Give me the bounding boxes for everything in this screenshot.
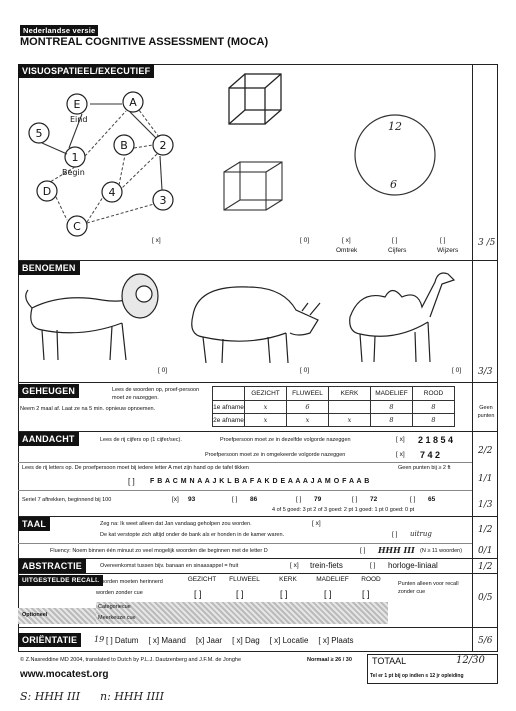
digits-instruction: Lees de rij cijfers op (1 cijfer/sec).: [100, 437, 182, 443]
recall-mark-3: [ ]: [280, 589, 288, 599]
trail-node-a: A: [129, 96, 137, 109]
serial-value-3: 79: [314, 496, 322, 503]
repetition-sentence-1: Zeg na: Ik weet alleen dat Jan vandaag geholpen zou worden.: [100, 521, 252, 527]
section-language: TAAL: [18, 517, 50, 531]
serial-value-5: 65: [428, 496, 436, 503]
camel-picture: [330, 262, 465, 367]
serial-top-line: [18, 490, 472, 491]
digits-forward-instruction: Proefpersoon moet ze in dezelfde volgorde nazeggen: [220, 437, 351, 443]
trail-node-1: 1: [71, 151, 79, 164]
memory-word-3: KERK: [329, 387, 371, 401]
serial-mark-2: [ ]: [232, 496, 238, 503]
section-visuo: VISUOSPATIEEL/EXECUTIEF: [18, 64, 154, 78]
section-attention: AANDACHT: [18, 432, 79, 446]
abstraction-score: 1/2: [478, 562, 493, 572]
clock-mark-contour: [ x]: [342, 237, 351, 244]
naming-mark-lion: [ 0]: [158, 367, 168, 374]
memory-word-2: FLUWEEL: [287, 387, 329, 401]
recall-word-1: GEZICHT: [187, 576, 217, 583]
memory-cell: 8: [413, 401, 455, 414]
memory-row-label-2: 2e afname: [213, 414, 245, 427]
section-memory: GEHEUGEN: [18, 384, 79, 398]
recall-mark-1: [ ]: [194, 589, 202, 599]
score-column-divider: [472, 64, 473, 652]
repetition-handwriting: uitrug: [410, 530, 432, 538]
fluency-instruction: Fluency: Noem binnen één minuut zo veel mogelijk woorden die beginnen met de letter D: [50, 548, 268, 554]
orientation-item-place: [ x] Plaats: [318, 636, 354, 645]
lion-picture: [22, 268, 162, 366]
letters-note: Geen punten bij ≥ 2 ft: [398, 465, 451, 471]
recall-mark-5: [ ]: [362, 589, 370, 599]
trail-making: [22, 80, 197, 245]
page-title: MONTREAL COGNITIVE ASSESSMENT (MOCA): [20, 36, 269, 48]
orientation-item-year: [x] Jaar: [195, 636, 223, 645]
handwritten-tally-s: S: HHH III: [20, 690, 81, 703]
orientation-score: 5/6: [478, 636, 493, 646]
digits-backward-values: 7 4 2: [420, 450, 441, 460]
recall-word-5: ROOD: [361, 576, 381, 583]
trail-node-2: 2: [159, 139, 167, 152]
clock-number-12: 12: [388, 120, 402, 133]
repetition-score: 1/2: [478, 525, 493, 535]
letters-sequence: F B A C M N A A J K L B A F A K D E A A A J A M O F A A B: [150, 478, 370, 485]
trail-node-e: E: [73, 98, 81, 111]
repetition-sentence-2: De kat verstopte zich altijd onder de bank als er honden in de kamer waren.: [100, 532, 285, 538]
fluency-tally: HHH III: [378, 545, 415, 555]
trail-begin-label: Begin: [62, 168, 85, 177]
trail-node-c: C: [73, 220, 81, 233]
cube-drawing: [220, 158, 290, 218]
letters-top-line: [18, 462, 472, 463]
memory-cell: 8: [371, 401, 413, 414]
memory-row-label-1: 1e afname: [213, 401, 245, 414]
memory-cell: x: [245, 401, 287, 414]
letters-mark: [ ]: [128, 477, 135, 486]
section-abstraction: ABSTRACTIE: [18, 559, 86, 573]
clock-drawing: [350, 110, 440, 200]
orientation-top-line: [18, 627, 498, 628]
memory-cell: x: [245, 414, 287, 427]
education-note: Tel er 1 pt bij op indien ≤ 12 jr opleiding: [370, 673, 464, 679]
language-top-line: [18, 516, 498, 517]
serial-value-2: 86: [250, 496, 258, 503]
normal-range: Normaal ≥ 26 / 30: [307, 657, 352, 663]
serial-mark-4: [ ]: [352, 496, 358, 503]
abstraction-item-1: trein-fiets: [310, 561, 343, 570]
recall-mark-2: [ ]: [236, 589, 244, 599]
memory-cell: 8: [413, 414, 455, 427]
memory-cell: x: [287, 414, 329, 427]
orientation-item-location: [ x] Locatie: [269, 636, 309, 645]
digits-forward-values: 2 1 8 5 4: [418, 435, 454, 445]
serial-note: 4 of 5 goed: 3 pt 2 of 3 goed: 2 pt 1 goed: 1 pt 0 goed: 0 pt: [272, 507, 415, 513]
fluency-score: 0/1: [478, 546, 493, 556]
credit-line: © Z.Nasreddine MD 2004, translated to Dutch by P.L.J. Dautzenberg and J.F.M. de Jonghe: [20, 657, 242, 663]
digits-score: 2/2: [478, 446, 493, 456]
repetition-mark-2: [ ]: [392, 531, 398, 538]
recall-optional-label: Optioneel: [22, 612, 48, 618]
recall-score: 0/5: [478, 593, 493, 603]
abstraction-top-line: [18, 558, 498, 559]
recall-category-cue: Categoriecue: [98, 604, 131, 610]
recall-word-3: KERK: [279, 576, 297, 583]
digits-forward-mark: [ x]: [396, 436, 405, 443]
fluency-top-line: [18, 543, 472, 544]
serial-instruction: Seriel 7 aftrekken, beginnend bij 100: [22, 497, 112, 503]
trail-eind-label: Eind: [70, 115, 88, 124]
serial-score: 1/3: [478, 500, 493, 510]
cube-model: [225, 70, 285, 130]
memory-instruction-1: Lees de woorden op, proef-persoon moet ze nazeggen.: [112, 387, 200, 401]
memory-cell: [329, 401, 371, 414]
fluency-mark: [ ]: [360, 547, 366, 554]
letters-score: 1/1: [478, 474, 493, 484]
website-link[interactable]: www.mocatest.org: [20, 669, 109, 680]
memory-instruction-2: Neem 2 maal af. Laat ze na 5 min. opnieuw opnoemen.: [20, 406, 156, 412]
handwritten-tally-n: n: HHH IIII: [100, 690, 164, 703]
trail-node-b: B: [120, 139, 128, 152]
orientation-prefix: 19: [94, 635, 105, 644]
memory-no-points: Geen punten: [477, 405, 495, 419]
orientation-item-date: [ ] Datum: [106, 636, 139, 645]
fluency-note: (N ≥ 11 woorden): [420, 548, 463, 554]
serial-mark-1: [x]: [172, 496, 179, 503]
abstraction-item-2: horloge-liniaal: [388, 561, 438, 570]
memory-cell: 8: [371, 414, 413, 427]
repetition-mark-1: [ x]: [312, 520, 321, 527]
digits-backward-instruction: Proefpersoon moet ze in omgekeerde volgorde nazeggen: [205, 452, 346, 458]
memory-word-5: ROOD: [413, 387, 455, 401]
serial-value-4: 72: [370, 496, 378, 503]
memory-table: [212, 386, 455, 427]
total-score: 12/30: [456, 655, 485, 666]
naming-mark-camel: [ 0]: [452, 367, 462, 374]
section-naming: BENOEMEN: [18, 261, 80, 275]
attention-top-line: [18, 431, 498, 432]
total-label: TOTAAL: [372, 656, 407, 666]
trail-node-5: 5: [35, 127, 43, 140]
clock-mark-numbers: [ ]: [392, 237, 398, 244]
abstraction-mark-1: [ x]: [290, 562, 299, 569]
clock-number-6: 6: [390, 178, 397, 191]
memory-word-1: GEZICHT: [245, 387, 287, 401]
serial-mark-5: [ ]: [410, 496, 416, 503]
recall-instruction: Woorden moeten herinnerd worden zonder cue: [96, 579, 163, 596]
recall-mark-4: [ ]: [324, 589, 332, 599]
orientation-item-day: [ x] Dag: [232, 636, 260, 645]
recall-word-2: FLUWEEL: [229, 576, 260, 583]
clock-mark-hands: [ ]: [440, 237, 446, 244]
trail-node-d: D: [42, 185, 52, 198]
memory-word-4: MADELIEF: [371, 387, 413, 401]
rhino-picture: [178, 275, 328, 370]
visuo-score: 3 /5: [478, 238, 496, 248]
recall-top-line: [18, 573, 498, 574]
serial-mark-3: [ ]: [296, 496, 302, 503]
recall-multiple-choice-cue: Meerkeuze cue: [98, 615, 136, 621]
trail-node-3: 3: [159, 194, 167, 207]
trail-node-4: 4: [108, 186, 116, 199]
visuo-bottom-line: [18, 260, 498, 261]
cube-mark: [ 0]: [300, 237, 310, 244]
naming-bottom-line: [18, 382, 498, 383]
clock-label-contour: Omtrek: [336, 247, 358, 254]
section-orientation: ORIËNTATIE: [18, 633, 81, 647]
memory-cell: x: [329, 414, 371, 427]
orientation-item-month: [ x] Maand: [148, 636, 186, 645]
clock-label-hands: Wijzers: [437, 247, 459, 254]
digits-backward-mark: [ x]: [396, 451, 405, 458]
orientation-list: [106, 636, 354, 645]
abstraction-mark-2: [ ]: [370, 562, 376, 569]
serial-value-1: 93: [188, 496, 196, 503]
letters-instruction: Lees de rij letters op. De proefpersoon moet bij iedere letter A met zijn hand op de tafel tikken: [22, 465, 249, 471]
abstraction-instruction: Overeenkomst tussen bijv. banaan en sinaasappel = fruit: [100, 563, 239, 569]
naming-mark-rhino: [ 0]: [300, 367, 310, 374]
version-badge: Nederlandse versie: [20, 25, 98, 36]
recall-optional-area: [96, 602, 388, 624]
section-recall: UITGESTELDE RECALL: [18, 575, 103, 586]
recall-note: Punten alleen voor recall zonder cue: [398, 581, 459, 595]
memory-cell: 6: [287, 401, 329, 414]
naming-score: 3/3: [478, 367, 493, 377]
recall-word-4: MADELIEF: [316, 576, 349, 583]
clock-label-numbers: Cijfers: [388, 247, 407, 254]
trail-mark: [ x]: [152, 237, 161, 244]
